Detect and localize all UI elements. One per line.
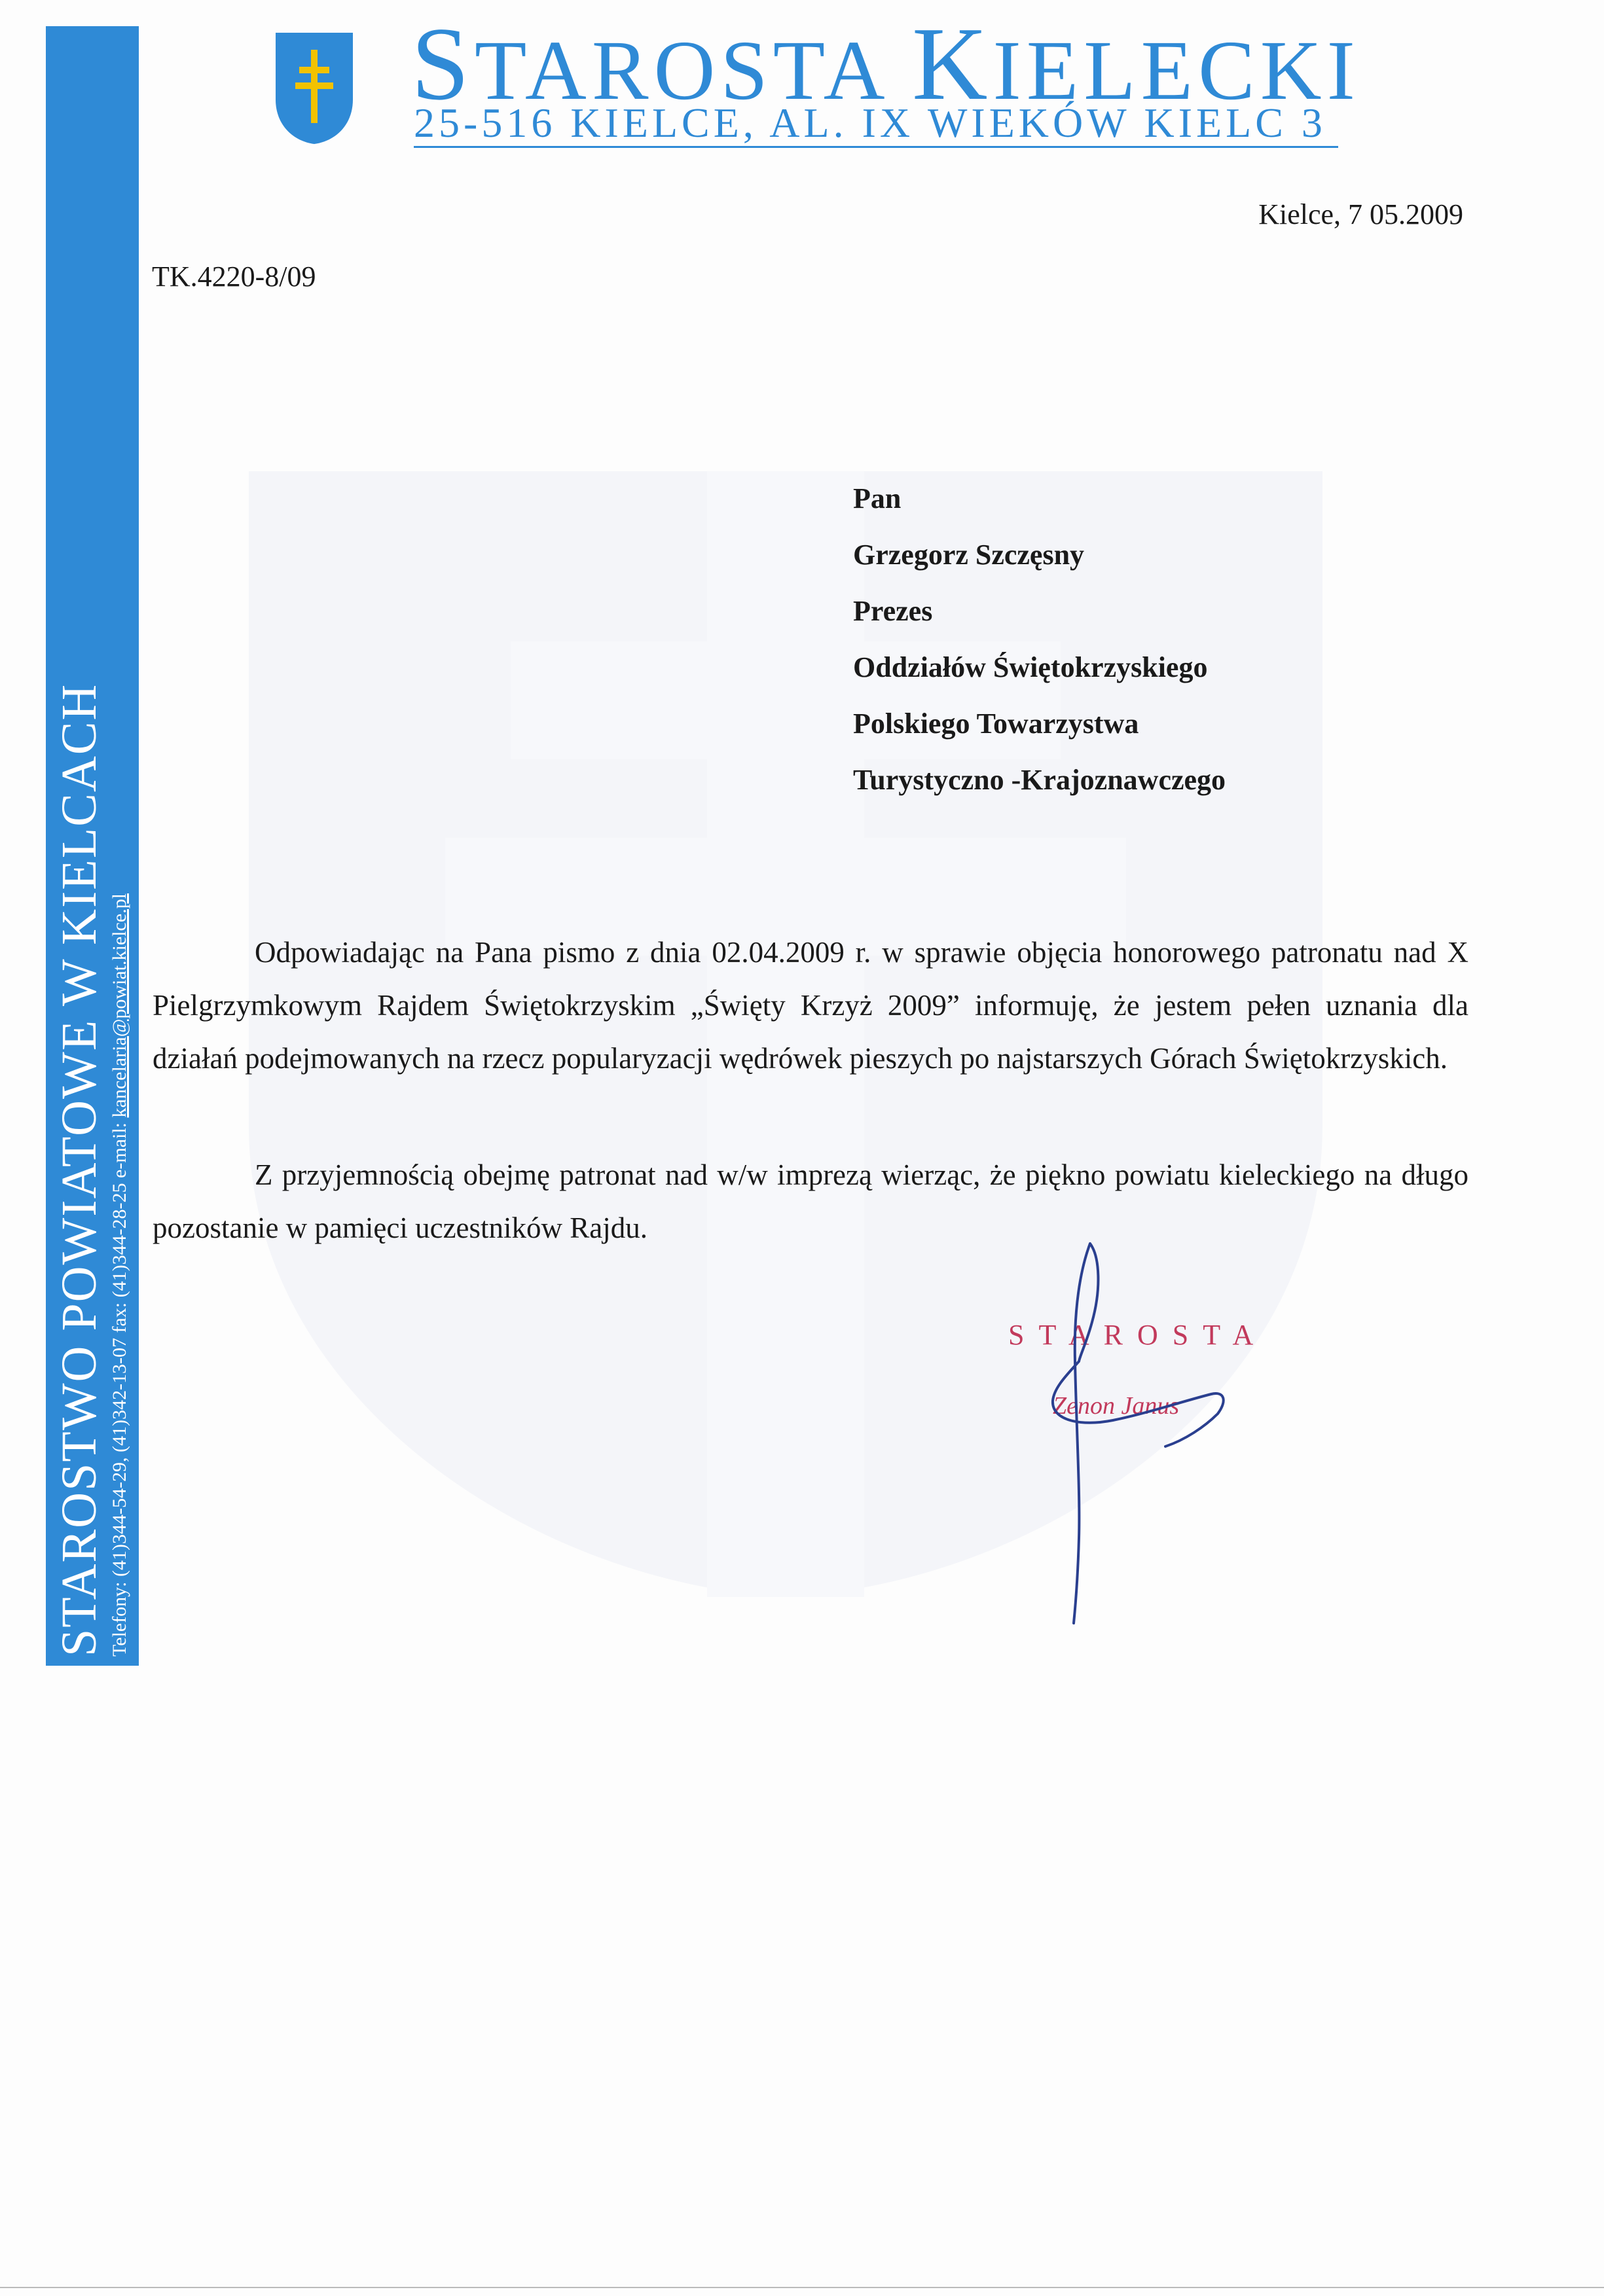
- signature-icon: [1028, 1230, 1250, 1630]
- sidebar-band: [46, 26, 139, 1666]
- sidebar-contact: [108, 26, 132, 1657]
- sidebar-title: STAROSTWO POWIATOWE W KIELCACH: [52, 683, 107, 1657]
- letterhead-title: STAROSTA KIELECKI: [411, 5, 1360, 122]
- recipient-line: Pan: [853, 482, 902, 514]
- coat-of-arms-icon: [272, 29, 357, 147]
- recipient-line: Turystyczno -Krajoznawczego: [853, 764, 1226, 796]
- letterhead-address: 25-516 KIELCE, AL. IX WIEKÓW KIELC 3: [414, 99, 1326, 146]
- body-paragraph-2: Z przyjemnością obejmę patronat nad w/w imprezą wierząc, że piękno powiatu kieleckiego na długo pozostanie w pamięci uczestników Rajdu.: [153, 1158, 1468, 1244]
- recipient-line: Oddziałów Świętokrzyskiego: [853, 651, 1208, 683]
- recipient-line: Polskiego Towarzystwa: [853, 708, 1139, 740]
- recipient-line: Prezes: [853, 595, 933, 627]
- stamp-title: STAROSTA: [1008, 1319, 1268, 1351]
- sidebar-text: [46, 26, 139, 1666]
- sidebar-email-label: e-mail:: [109, 1122, 130, 1178]
- sidebar-phones: Telefony: (41)344-54-29, (41)342-13-07 fax: (41)344-28-25: [109, 1183, 130, 1657]
- body-paragraph-1: Odpowiadając na Pana pismo z dnia 02.04.2009 r. w sprawie objęcia honorowego patronatu nad X Pielgrzymkowym Rajdem Świętokrzyskim „Święty Krzyż 2009” informuję, że jestem pełen uznania dla działań podejmowanych na rzecz popularyzacji wędrówek pieszych po najstarszych Górach Świętokrzyskich.: [153, 936, 1468, 1075]
- sidebar-email-link[interactable]: kancelaria@powiat.kielce.pl: [109, 893, 130, 1118]
- letterhead-rule: [414, 146, 1338, 148]
- recipient-line: Grzegorz Szczęsny: [853, 539, 1085, 571]
- bottom-rule: [0, 2287, 1604, 2288]
- stamp-name: Zenon Janus: [1053, 1392, 1180, 1420]
- letter-reference: TK.4220-8/09: [152, 260, 316, 293]
- letter-date: Kielce, 7 05.2009: [1258, 198, 1463, 230]
